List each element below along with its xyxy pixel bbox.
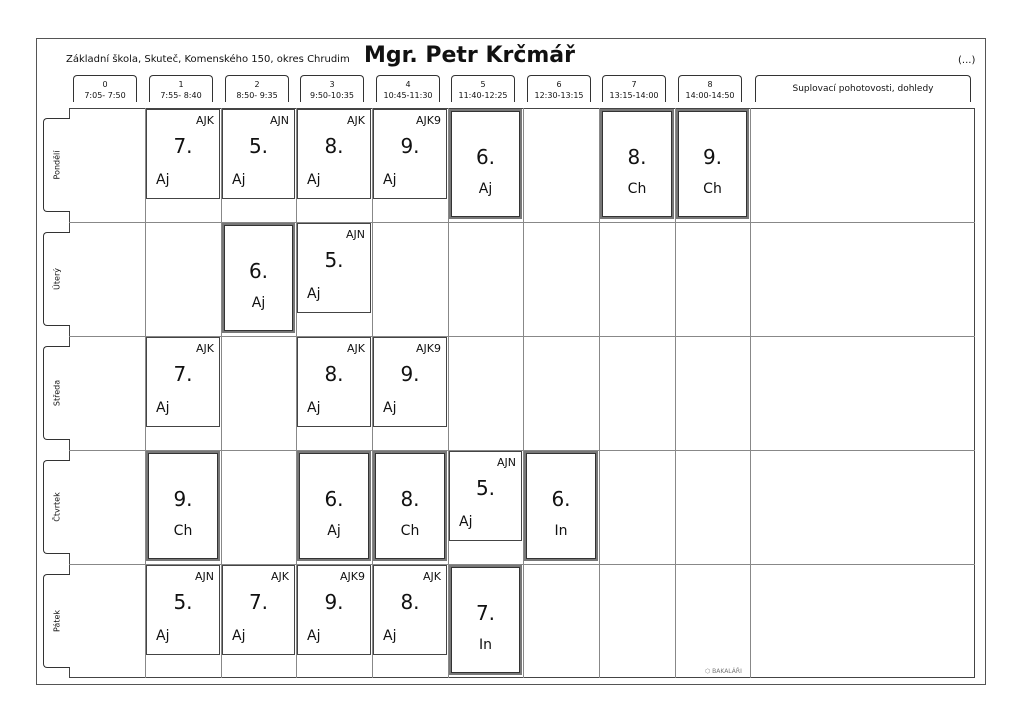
period-number: 8: [707, 80, 713, 89]
lesson-subject: Aj: [232, 628, 246, 644]
period-header-0: [73, 75, 137, 102]
lesson-group: AJK: [347, 342, 365, 355]
row-divider: [69, 222, 975, 223]
day-label: Čtvrtek: [52, 492, 62, 522]
lesson-card: [297, 223, 371, 313]
period-header-7: [602, 75, 666, 102]
lesson-card: [449, 109, 522, 219]
day-label: Středa: [52, 379, 62, 407]
period-time: 7:55- 8:40: [160, 91, 202, 100]
day-tab-4: [43, 574, 70, 668]
school-name: Základní škola, Skuteč, Komenského 150, okres Chrudim: [66, 54, 350, 65]
lesson-class: 8.: [324, 134, 344, 158]
lesson-card: [297, 109, 371, 199]
bakalari-logo: [705, 668, 742, 675]
period-header-1: [149, 75, 213, 102]
lesson-card: [146, 451, 220, 561]
lesson-subject: Aj: [232, 172, 246, 188]
lesson-group: AJN: [195, 570, 214, 583]
lesson-class: 5.: [173, 590, 193, 614]
lesson-card: [222, 109, 295, 199]
lesson-subject: Aj: [459, 514, 473, 530]
lesson-class: 8.: [627, 145, 647, 169]
lesson-group: AJK: [196, 342, 214, 355]
period-time: 13:15-14:00: [609, 91, 659, 100]
day-label: Pátek: [52, 609, 62, 633]
lesson-group: AJK: [423, 570, 441, 583]
lesson-subject: Aj: [307, 400, 321, 416]
day-label: Úterý: [52, 268, 62, 290]
period-time: 8:50- 9:35: [236, 91, 278, 100]
period-number: 2: [254, 80, 260, 89]
period-header-2: [225, 75, 289, 102]
period-time: 7:05- 7:50: [84, 91, 126, 100]
lesson-subject: Ch: [400, 523, 420, 539]
bakalari-icon: ⬡: [705, 668, 713, 675]
lesson-card: [146, 337, 220, 427]
lesson-card: [449, 451, 522, 541]
lesson-subject: Aj: [383, 628, 397, 644]
period-time: 12:30-13:15: [534, 91, 584, 100]
day-label: Pondělí: [52, 150, 62, 180]
period-header-6: [527, 75, 591, 102]
lesson-subject: Ch: [173, 523, 193, 539]
teacher-name: Mgr. Petr Krčmář: [364, 43, 575, 68]
lesson-class: 6.: [324, 487, 344, 511]
lesson-group: AJK: [271, 570, 289, 583]
lesson-group: AJK: [196, 114, 214, 127]
lesson-subject: Ch: [627, 181, 647, 197]
lesson-subject: Aj: [307, 286, 321, 302]
lesson-subject: Aj: [383, 400, 397, 416]
lesson-class: 6.: [551, 487, 571, 511]
period-header-4: [376, 75, 440, 102]
lesson-card: [373, 109, 447, 199]
lesson-subject: Aj: [478, 181, 493, 197]
day-tab-0: [43, 118, 70, 212]
period-number: 6: [556, 80, 562, 89]
column-divider: [750, 108, 751, 678]
lesson-card: [297, 565, 371, 655]
lesson-card: [222, 223, 295, 333]
lesson-subject: Aj: [156, 400, 170, 416]
lesson-subject: Aj: [251, 295, 266, 311]
column-divider: [523, 108, 524, 678]
lesson-subject: Aj: [156, 172, 170, 188]
lesson-class: 7.: [475, 601, 496, 625]
period-number: 1: [178, 80, 184, 89]
lesson-class: 8.: [324, 362, 344, 386]
lesson-card: [373, 565, 447, 655]
period-number: 0: [102, 80, 108, 89]
lesson-card: [676, 109, 749, 219]
lesson-class: 7.: [173, 362, 193, 386]
lesson-group: AJK9: [340, 570, 365, 583]
lesson-card: [222, 565, 295, 655]
lesson-subject: Aj: [156, 628, 170, 644]
lesson-class: 9.: [324, 590, 344, 614]
lesson-card: [297, 337, 371, 427]
lesson-card: [524, 451, 598, 561]
lesson-class: 5.: [475, 476, 496, 500]
lesson-class: 8.: [400, 590, 420, 614]
lesson-class: 6.: [248, 259, 269, 283]
lesson-card: [449, 565, 522, 675]
lesson-card: [146, 109, 220, 199]
period-number: 7: [631, 80, 637, 89]
bakalari-label: BAKALÁŘI: [712, 668, 742, 675]
lesson-subject: In: [478, 637, 492, 653]
lesson-subject: In: [554, 523, 568, 539]
lesson-class: 7.: [248, 590, 269, 614]
lesson-card: [373, 337, 447, 427]
lesson-card: [600, 109, 674, 219]
period-header-8: [678, 75, 742, 102]
lesson-class: 9.: [400, 362, 420, 386]
lesson-subject: Aj: [307, 172, 321, 188]
period-number: 5: [480, 80, 486, 89]
period-time: 10:45-11:30: [383, 91, 433, 100]
period-header-3: [300, 75, 364, 102]
day-tab-3: [43, 460, 70, 554]
period-time: 14:00-14:50: [685, 91, 735, 100]
lesson-subject: Aj: [383, 172, 397, 188]
lesson-group: AJK9: [416, 114, 441, 127]
lesson-group: AJN: [346, 228, 365, 241]
lesson-class: 9.: [173, 487, 193, 511]
lesson-class: 8.: [400, 487, 420, 511]
lesson-group: AJN: [497, 456, 516, 469]
lesson-card: [373, 451, 447, 561]
lesson-subject: Aj: [327, 523, 341, 539]
more-indicator: (...): [958, 55, 976, 66]
day-tab-1: [43, 232, 70, 326]
day-tab-2: [43, 346, 70, 440]
lesson-group: AJN: [270, 114, 289, 127]
lesson-class: 5.: [324, 248, 344, 272]
period-number: 4: [405, 80, 411, 89]
supervision-header: Suplovací pohotovosti, dohledy: [755, 75, 971, 102]
lesson-card: [297, 451, 371, 561]
lesson-group: AJK9: [416, 342, 441, 355]
lesson-class: 7.: [173, 134, 193, 158]
lesson-card: [146, 565, 220, 655]
period-time: 9:50-10:35: [310, 91, 354, 100]
period-time: 11:40-12:25: [458, 91, 508, 100]
period-header-5: [451, 75, 515, 102]
lesson-subject: Ch: [703, 181, 722, 197]
lesson-class: 5.: [248, 134, 269, 158]
period-number: 3: [329, 80, 335, 89]
lesson-class: 9.: [400, 134, 420, 158]
lesson-class: 9.: [702, 145, 723, 169]
lesson-class: 6.: [475, 145, 496, 169]
lesson-subject: Aj: [307, 628, 321, 644]
lesson-group: AJK: [347, 114, 365, 127]
